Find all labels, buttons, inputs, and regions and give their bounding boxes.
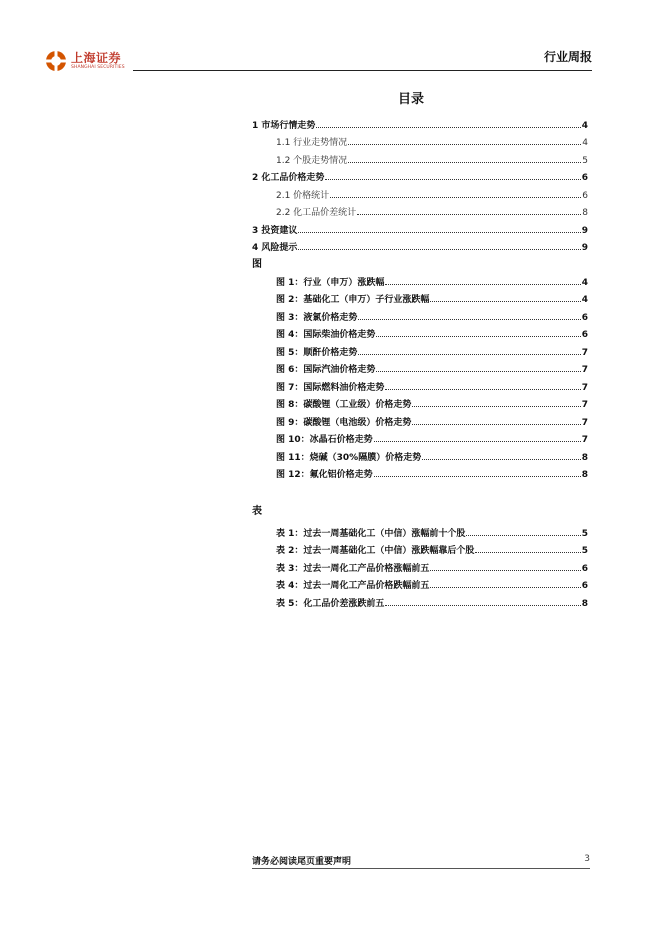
dot-leader <box>358 319 580 320</box>
toc-table-entry-page: 8 <box>581 598 588 609</box>
toc-figure-entry[interactable] <box>252 428 588 446</box>
toc-section-entry-page: 5 <box>582 155 588 166</box>
dot-leader <box>316 127 580 128</box>
dot-leader <box>430 587 580 588</box>
footer-disclaimer: 请务必阅读尾页重要声明 <box>252 857 352 867</box>
logo-chinese-name: 上海证券 <box>71 50 122 65</box>
toc-section-entry[interactable] <box>252 113 588 131</box>
dot-leader <box>357 214 581 215</box>
toc-section-entry-label: 1 市场行情走势 <box>252 120 316 131</box>
toc-section-entry-label: 1.2 个股走势情况 <box>276 155 348 166</box>
toc-figure-entry-label: 图 12：氟化铝价格走势 <box>276 470 373 480</box>
dot-leader <box>298 232 580 233</box>
toc-section-entry-label: 2.1 价格统计 <box>276 190 330 201</box>
dot-leader <box>430 570 580 571</box>
toc-figure-entry-label: 图 10：冰晶石价格走势 <box>276 435 373 445</box>
toc-table-entry[interactable] <box>252 539 588 557</box>
dot-leader <box>376 336 580 337</box>
toc-figure-entry[interactable] <box>252 463 588 481</box>
toc-tables <box>252 521 588 609</box>
toc-figure-entry[interactable] <box>252 393 588 411</box>
toc-section-entry-page: 4 <box>581 120 588 131</box>
toc-section-entry-page: 9 <box>581 243 588 253</box>
toc-figure-entry[interactable] <box>252 305 588 323</box>
dot-leader <box>376 371 580 372</box>
header-divider <box>133 70 592 71</box>
dot-leader <box>430 301 580 302</box>
toc-figure-entry-label: 图 6：国际汽油价格走势 <box>276 365 376 375</box>
toc-section-entry[interactable] <box>252 166 588 184</box>
toc-table-entry-label: 表 4：过去一周化工产品价格跌幅前五 <box>276 581 430 591</box>
toc-section-entry-label: 2.2 化工品价差统计 <box>276 208 357 218</box>
dot-leader <box>358 354 580 355</box>
toc-figure-entry-label: 图 7：国际燃料油价格走势 <box>276 382 385 393</box>
dot-leader <box>298 249 580 250</box>
toc-section-entry[interactable] <box>252 148 588 166</box>
figures-heading: 图 <box>252 259 262 270</box>
toc-section-entry[interactable] <box>252 236 588 254</box>
footer-divider <box>252 868 590 869</box>
dot-leader <box>348 144 581 145</box>
toc-table-entry[interactable] <box>252 591 588 609</box>
toc-figure-entry-page: 7 <box>581 417 588 428</box>
toc-figure-entry-page: 6 <box>581 330 588 340</box>
toc-figure-entry-label: 图 9：碳酸锂（电池级）价格走势 <box>276 417 412 428</box>
dot-leader <box>466 535 580 536</box>
toc-figure-entry[interactable] <box>252 323 588 341</box>
toc-figure-entry-page: 7 <box>581 382 588 393</box>
shanghai-securities-logo-icon <box>45 50 67 72</box>
toc-section-entry-page: 8 <box>582 208 588 218</box>
toc-figure-entry[interactable] <box>252 288 588 306</box>
toc-figure-entry-page: 7 <box>581 347 588 358</box>
toc-figure-entry-page: 4 <box>581 277 588 288</box>
toc-section-entry-label: 3 投资建议 <box>252 225 298 236</box>
toc-section-entry[interactable] <box>252 218 588 236</box>
toc-table-entry-label: 表 2：过去一周基础化工（中信）涨跌幅靠后个股 <box>276 546 475 556</box>
toc-figure-entry-page: 8 <box>581 452 588 463</box>
toc-table-entry-label: 表 1：过去一周基础化工（中信）涨幅前十个股 <box>276 528 466 539</box>
toc-table-entry-page: 6 <box>581 563 588 574</box>
toc-figures <box>252 270 588 480</box>
dot-leader <box>422 459 581 460</box>
dot-leader <box>412 424 580 425</box>
toc-figure-entry-page: 4 <box>581 295 588 305</box>
dot-leader <box>325 179 580 180</box>
toc-section-entry-page: 6 <box>581 173 588 183</box>
toc-figure-entry[interactable] <box>252 445 588 463</box>
dot-leader <box>374 441 581 442</box>
dot-leader <box>385 284 580 285</box>
toc-section-entry-label: 4 风险提示 <box>252 243 298 253</box>
toc-table-entry-page: 5 <box>581 528 588 539</box>
toc-figure-entry-label: 图 4：国际柴油价格走势 <box>276 330 376 340</box>
toc-figure-entry[interactable] <box>252 410 588 428</box>
toc-table-entry[interactable] <box>252 574 588 592</box>
tables-heading: 表 <box>252 506 262 517</box>
toc-figure-entry[interactable] <box>252 270 588 288</box>
toc-figure-entry-page: 6 <box>581 312 588 323</box>
toc-table-entry-label: 表 3：过去一周化工产品价格涨幅前五 <box>276 563 430 574</box>
toc-table-entry-page: 5 <box>581 546 588 556</box>
dot-leader <box>412 406 580 407</box>
toc-section-entry-label: 1.1 行业走势情况 <box>276 138 348 148</box>
logo-english-name: SHANGHAI SECURITIES <box>71 64 125 70</box>
toc-section-entry-page: 6 <box>582 190 588 201</box>
dot-leader <box>374 476 581 477</box>
toc-section-entry-page: 9 <box>581 225 588 236</box>
toc-figure-entry-label: 图 3：液氯价格走势 <box>276 312 358 323</box>
dot-leader <box>385 389 580 390</box>
toc-title: 目录 <box>397 92 424 107</box>
toc-figure-entry[interactable] <box>252 358 588 376</box>
toc-table-entry-page: 6 <box>581 581 588 591</box>
toc-figure-entry-page: 8 <box>581 470 588 480</box>
toc-figure-entry-page: 7 <box>581 435 588 445</box>
toc-figure-entry[interactable] <box>252 375 588 393</box>
toc-section-entry[interactable] <box>252 201 588 219</box>
toc-section-entry-label: 2 化工品价格走势 <box>252 173 325 183</box>
dot-leader <box>330 197 581 198</box>
toc-figure-entry-label: 图 11：烧碱（30%隔膜）价格走势 <box>276 452 422 463</box>
toc-table-entry[interactable] <box>252 521 588 539</box>
toc-figure-entry-label: 图 5：顺酐价格走势 <box>276 347 358 358</box>
toc-figure-entry-label: 图 1：行业（申万）涨跌幅 <box>276 277 385 288</box>
toc-figure-entry-label: 图 2：基础化工（申万）子行业涨跌幅 <box>276 295 430 305</box>
toc-table-entry-label: 表 5：化工品价差涨跌前五 <box>276 598 385 609</box>
toc-figure-entry-label: 图 8：碳酸锂（工业级）价格走势 <box>276 400 412 410</box>
toc-section-entry-page: 4 <box>582 138 588 148</box>
toc-figure-entry-page: 7 <box>581 400 588 410</box>
dot-leader <box>385 605 580 606</box>
brand-logo <box>45 50 125 72</box>
toc-table-entry[interactable] <box>252 556 588 574</box>
toc-section-entry[interactable] <box>252 183 588 201</box>
dot-leader <box>475 552 580 553</box>
toc-figure-entry-page: 7 <box>581 365 588 375</box>
toc-sections <box>252 113 588 253</box>
dot-leader <box>348 162 581 163</box>
table-of-contents <box>252 113 588 609</box>
toc-figure-entry[interactable] <box>252 340 588 358</box>
report-type: 行业周报 <box>543 50 592 64</box>
page-number: 3 <box>584 854 590 864</box>
toc-section-entry[interactable] <box>252 131 588 149</box>
